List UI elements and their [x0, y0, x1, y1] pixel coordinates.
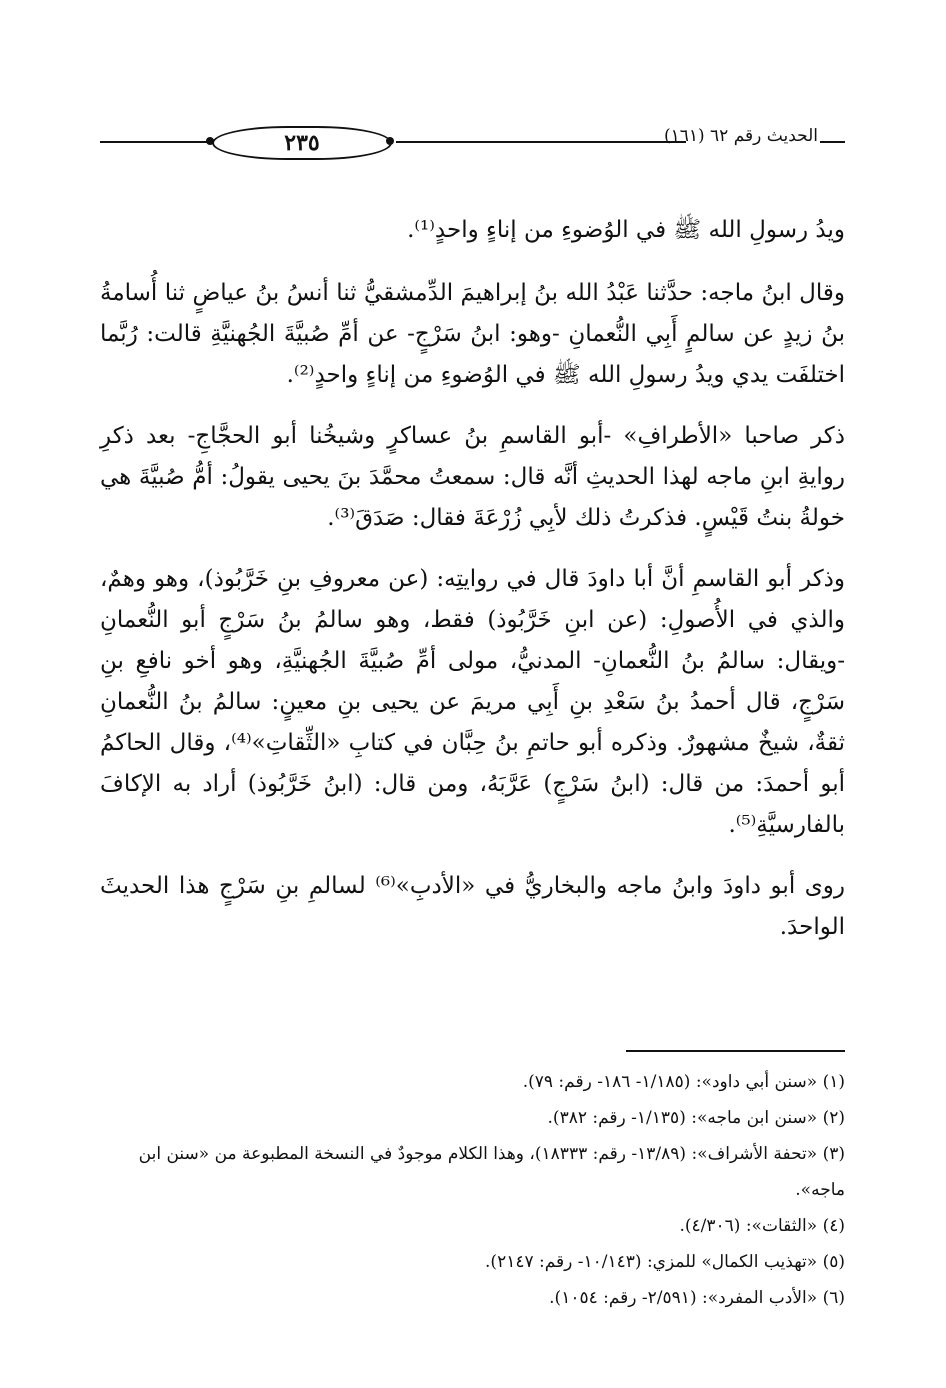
paragraph-4: وذكر أبو القاسمِ أنَّ أبا داودَ قال في روايتِه: (عن معروفِ بنِ خَرَّبُوذ)، وهو وهمٌ، والذي في الأُصولِ: (عن ابنِ خَرَّبُوذ) فقط، وهو سالمُ بنُ سَرْجٍ أبو النُّعمانِ -ويقال: سالمُ بنُ النُّعمانِ- المدنيُّ، مولى أمِّ صُبيَّةَ الجُهنيَّةِ، وهو أخو نافعِ بنِ سَرْجٍ، قال أحمدُ بنُ سَعْدِ بنِ أَبِي مريمَ عن يحيى بنِ معينٍ: سالمُ بنُ النُّعمانِ ثقةٌ، شيخٌ مشهورٌ. وذكره أبو حاتمِ بنُ حِبَّان في كتابِ «الثِّقاتِ»⁽⁴⁾، وقال الحاكمُ أبو أحمدَ: من قال: (ابنُ سَرْجٍ) عَرَّبَهُ، ومن قال: (ابنُ خَرَّبُوذ) أراد به الإكافَ بالفارسيَّةِ⁽⁵⁾. [100, 566, 846, 838]
footnote-1: (١) «سنن أبي داود»: (١/١٨٥- ١٨٦- رقم: ٧٩). [522, 1072, 845, 1092]
paragraph-2: وقال ابنُ ماجه: حدَّثنا عَبْدُ الله بنُ إبراهيمَ الدِّمشقيُّ ثنا أنسُ بنُ عياضٍ ثنا أُسامةُ بنُ زيدٍ عن سالمٍ أَبِي النُّعمانِ -وهو: ابنُ سَرْجٍ- عن أمِّ صُبيَّةَ الجُهنيَّةِ قالت: رُبَّما اختلفَت يدي ويدُ رسولِ الله ﷺ في الوُضوءِ من إناءٍ واحدٍ⁽²⁾. [100, 280, 845, 388]
paragraph-5: روى أبو داودَ وابنُ ماجه والبخاريُّ في «الأدبِ»⁽⁶⁾ لسالمِ بنِ سَرْجٍ هذا الحديثَ الواحدَ. [100, 873, 845, 940]
page-number-badge [212, 126, 392, 160]
header-rule-middle [396, 141, 686, 143]
footnote-3: (٣) «تحفة الأشراف»: (١٣/٨٩- رقم: ١٨٣٣٣)، وهذا الكلام موجودٌ في النسخة المطبوعة من «سنن ابن ماجه». [138, 1144, 845, 1200]
footnote-2: (٢) «سنن ابن ماجه»: (١/١٣٥- رقم: ٣٨٢). [547, 1108, 845, 1128]
footnote-4: (٤) «الثقات»: (٤/٣٠٦). [679, 1216, 845, 1236]
header-title: الحديث رقم ٦٢ (١٦١) [663, 126, 818, 146]
paragraph-1: ويدُ رسولِ الله ﷺ في الوُضوءِ من إناءٍ واحدٍ⁽¹⁾. [407, 217, 845, 243]
main-text [100, 210, 845, 968]
footnote-6: (٦) «الأدب المفرد»: (٢/٥٩١- رقم: ١٠٥٤). [549, 1288, 845, 1308]
footnote-5: (٥) «تهذيب الكمال» للمزي: (١٠/١٤٣- رقم: ٢١٤٧). [485, 1252, 845, 1272]
header-rule-right [820, 141, 845, 143]
footnote-separator [626, 1050, 845, 1052]
footnotes [100, 1064, 845, 1316]
header-dot-right [386, 137, 394, 145]
running-header [100, 122, 845, 162]
paragraph-3: ذكر صاحبا «الأطرافِ» -أبو القاسمِ بنُ عساكرٍ وشيخُنا أبو الحجَّاجِ- بعد ذكرِ روايةِ ابنِ ماجه لهذا الحديثِ أنَّه قال: سمعتُ محمَّدَ بنَ يحيى يقولُ: أمُّ صُبيَّةَ هي خولةُ بنتُ قَيْسٍ. فذكرتُ ذلك لأبِي زُرْعَةَ فقال: صَدَقَ⁽³⁾. [100, 423, 845, 531]
header-rule-left [100, 141, 210, 143]
page-number: ٢٣٥ [284, 130, 320, 156]
